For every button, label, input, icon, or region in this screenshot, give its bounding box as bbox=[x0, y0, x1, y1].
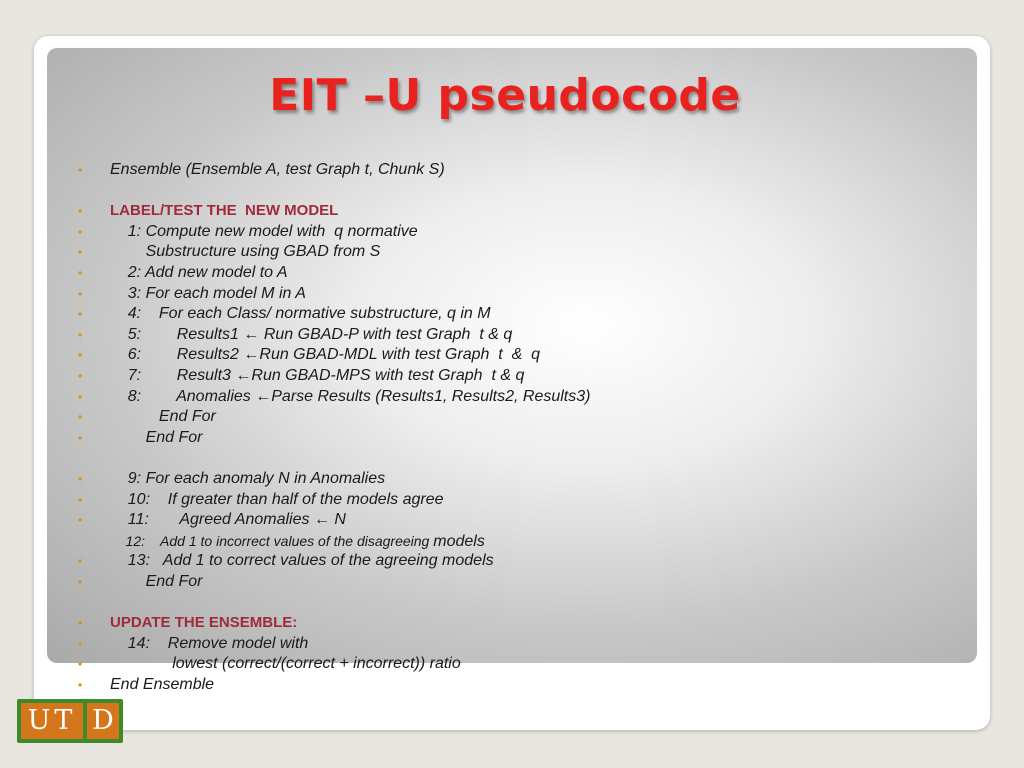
blank-line bbox=[78, 592, 958, 613]
bullet-icon: • bbox=[78, 163, 83, 177]
bullet-icon: • bbox=[78, 307, 83, 322]
line-text: 10: If greater than half of the models agree bbox=[110, 490, 444, 508]
pseudocode-list bbox=[78, 160, 958, 695]
logo-ut-letters: UT bbox=[21, 703, 83, 739]
logo-d-letter: D bbox=[87, 703, 119, 739]
utd-logo bbox=[17, 699, 123, 743]
slide-title: EIT –U pseudocode bbox=[269, 70, 741, 121]
bullet-icon: • bbox=[78, 410, 83, 425]
blank-line bbox=[78, 448, 958, 469]
pseudocode-line bbox=[78, 634, 958, 655]
pseudocode-line bbox=[78, 551, 958, 572]
pseudocode-line bbox=[78, 222, 958, 243]
bullet-icon: • bbox=[78, 616, 83, 631]
line-text: 12: Add 1 to incorrect values of the disagreeing models bbox=[110, 532, 485, 550]
pseudocode-line bbox=[78, 325, 958, 346]
bullet-icon: • bbox=[78, 657, 83, 672]
line-text: 3: For each model M in A bbox=[110, 284, 306, 302]
pseudocode-line bbox=[78, 366, 958, 387]
bullet-icon: • bbox=[78, 245, 83, 260]
pseudocode-line bbox=[78, 572, 958, 593]
bullet-icon: • bbox=[78, 348, 83, 363]
bullet-icon: • bbox=[78, 224, 83, 239]
bullet-icon: • bbox=[78, 677, 83, 692]
line-text: 6: Results2 ←Run GBAD-MDL with test Graph t & q bbox=[110, 346, 541, 364]
bullet-icon: • bbox=[78, 327, 83, 342]
bullet-icon: • bbox=[78, 492, 83, 507]
line-text: lowest (correct/(correct + incorrect)) ratio bbox=[110, 655, 461, 673]
bullet-icon: • bbox=[78, 574, 83, 589]
pseudocode-line bbox=[78, 284, 958, 305]
line-text: LABEL/TEST THE NEW MODEL bbox=[110, 202, 339, 220]
pseudocode-line bbox=[78, 654, 958, 675]
bullet-icon: • bbox=[78, 430, 83, 445]
line-text: 7: Result3 ←Run GBAD-MPS with test Graph t & q bbox=[110, 366, 525, 384]
pseudocode-line bbox=[78, 428, 958, 449]
line-text: 9: For each anomaly N in Anomalies bbox=[110, 469, 386, 487]
bullet-icon: • bbox=[78, 389, 83, 404]
bullet-icon: • bbox=[78, 368, 83, 383]
line-text: 1: Compute new model with q normative bbox=[110, 222, 418, 240]
bullet-icon: • bbox=[78, 286, 83, 301]
blank-line bbox=[78, 181, 958, 202]
pseudocode-line bbox=[78, 263, 958, 284]
line-text: End For bbox=[110, 572, 203, 590]
pseudocode-line bbox=[78, 490, 958, 511]
bullet-icon: • bbox=[78, 265, 83, 280]
line-text: 5: Results1 ← Run GBAD-P with test Graph t & q bbox=[110, 325, 513, 343]
line-text: 14: Remove model with bbox=[110, 634, 309, 652]
pseudocode-line bbox=[78, 242, 958, 263]
line-text: End For bbox=[110, 408, 216, 426]
line-text: Substructure using GBAD from S bbox=[110, 243, 381, 261]
section-heading bbox=[78, 613, 958, 634]
bullet-icon: • bbox=[78, 554, 83, 569]
line-text: 2: Add new model to A bbox=[110, 263, 288, 281]
bullet-icon: • bbox=[78, 513, 83, 528]
line-text: Ensemble (Ensemble A, test Graph t, Chunk S) bbox=[110, 161, 445, 178]
line-text: End Ensemble bbox=[110, 675, 215, 693]
pseudocode-line bbox=[78, 387, 958, 408]
pseudocode-line bbox=[78, 304, 958, 325]
pseudocode-line bbox=[78, 510, 958, 531]
bullet-icon: • bbox=[78, 471, 83, 486]
line-text: 11: Agreed Anomalies ← N bbox=[110, 511, 346, 529]
pseudocode-line bbox=[78, 345, 958, 366]
bullet-icon: • bbox=[78, 636, 83, 651]
line-text: 8: Anomalies ←Parse Results (Results1, Results2, Results3) bbox=[110, 387, 591, 405]
pseudocode-line bbox=[78, 407, 958, 428]
section-heading bbox=[78, 201, 958, 222]
bullet-icon: • bbox=[78, 204, 83, 219]
pseudocode-line bbox=[78, 531, 958, 552]
pseudocode-line bbox=[78, 469, 958, 490]
pseudocode-line bbox=[78, 160, 958, 181]
line-text: UPDATE THE ENSEMBLE: bbox=[110, 614, 298, 632]
line-text: 4: For each Class/ normative substructure, q in M bbox=[110, 305, 491, 323]
line-text: End For bbox=[110, 428, 203, 446]
line-text: 13: Add 1 to correct values of the agreeing models bbox=[110, 552, 494, 570]
pseudocode-line bbox=[78, 675, 958, 696]
